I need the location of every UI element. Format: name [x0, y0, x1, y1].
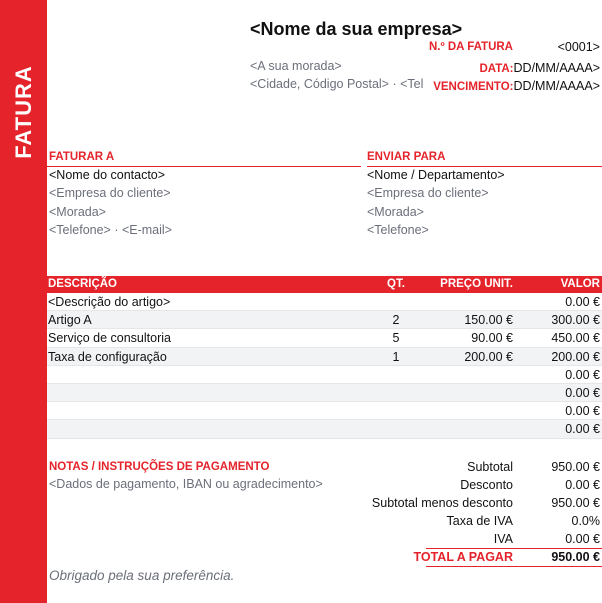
table-row [47, 311, 602, 329]
row-amount: 0.00 € [565, 385, 600, 400]
row-quantity: 1 [392, 349, 400, 364]
table-row [47, 329, 602, 347]
header-quantity: QT. [387, 278, 405, 290]
subtotal-less-discount-value: 950.00 € [551, 496, 600, 510]
tax-rate-label: Taxa de IVA [446, 514, 513, 528]
company-city-line: <Cidade, Código Postal> · <Tel [250, 77, 424, 91]
items-table-header [47, 276, 602, 293]
discount-label: Desconto [460, 478, 513, 492]
sidebar-title: FATURA [11, 65, 36, 159]
total-due-label: TOTAL A PAGAR [413, 550, 513, 564]
row-amount: 0.00 € [565, 404, 600, 419]
table-row [47, 293, 602, 311]
bill-to-contact: <Nome do contacto> [49, 168, 166, 182]
row-amount: 0.00 € [565, 367, 600, 382]
table-row [47, 384, 602, 402]
invoice-date-label: DATA: [479, 63, 514, 75]
table-row [47, 348, 602, 366]
row-unit-price: 150.00 € [464, 313, 513, 328]
row-quantity: 5 [392, 331, 400, 346]
header-description: DESCRIÇÃO [48, 278, 118, 290]
row-amount: 0.00 € [565, 422, 600, 437]
row-amount: 450.00 € [551, 331, 600, 346]
row-amount: 0.00 € [565, 295, 600, 309]
invoice-sidebar [0, 0, 47, 603]
ship-to-name: <Nome / Departamento> [367, 168, 505, 182]
total-bottom-divider [426, 566, 602, 567]
row-description: Serviço de consultoria [48, 331, 171, 346]
subtotal-value: 950.00 € [551, 460, 600, 474]
invoice-due [433, 77, 600, 95]
ship-to-heading: ENVIAR PARA [367, 151, 446, 163]
row-amount: 200.00 € [551, 349, 600, 364]
bill-to-heading: FATURAR A [49, 151, 115, 163]
bill-to-phone-email: <Telefone> · <E-mail> [49, 223, 172, 237]
row-description: <Descrição do artigo> [48, 295, 171, 309]
discount-value: 0.00 € [565, 478, 600, 492]
ship-to-company: <Empresa do cliente> [367, 186, 489, 200]
invoice-due-label: VENCIMENTO: [433, 81, 514, 93]
table-row [47, 420, 602, 438]
company-address: <A sua morada> [250, 59, 342, 73]
ship-to-divider [367, 166, 602, 167]
invoice-date-value: DD/MM/AAAA> [513, 61, 600, 75]
row-unit-price: 200.00 € [464, 349, 513, 364]
notes-text: <Dados de pagamento, IBAN ou agradecimento> [49, 477, 323, 491]
header-unit-price: PREÇO UNIT. [440, 278, 513, 290]
tax-rate-value: 0.0% [571, 514, 600, 528]
company-name: <Nome da sua empresa> [250, 19, 463, 39]
items-table-body [47, 293, 602, 439]
invoice-number-value: <0001> [557, 40, 600, 54]
row-unit-price: 90.00 € [471, 331, 513, 346]
bill-to-divider [47, 166, 361, 167]
subtotal-less-discount-label: Subtotal menos desconto [371, 496, 513, 510]
thank-you-note: Obrigado pela sua preferência. [49, 568, 235, 583]
notes-heading: NOTAS / INSTRUÇÕES DE PAGAMENTO [49, 461, 270, 473]
vat-label: IVA [493, 532, 513, 546]
invoice-number-label: N.º DA FATURA [428, 41, 513, 53]
row-description: Artigo A [48, 313, 92, 328]
table-row [47, 402, 602, 420]
table-row [47, 366, 602, 384]
ship-to-address: <Morada> [367, 205, 424, 219]
subtotal-label: Subtotal [467, 460, 513, 474]
invoice-due-value: DD/MM/AAAA> [513, 79, 600, 93]
invoice-date [479, 59, 600, 77]
row-quantity: 2 [392, 313, 400, 328]
total-due-value: 950.00 € [551, 550, 600, 564]
bill-to-address: <Morada> [49, 205, 106, 219]
bill-to-company: <Empresa do cliente> [49, 186, 171, 200]
total-top-divider [426, 548, 602, 549]
ship-to-phone: <Telefone> [367, 223, 429, 237]
row-description: Taxa de configuração [48, 349, 167, 364]
vat-value: 0.00 € [565, 532, 600, 546]
row-amount: 300.00 € [551, 313, 600, 328]
header-amount: VALOR [560, 278, 600, 290]
